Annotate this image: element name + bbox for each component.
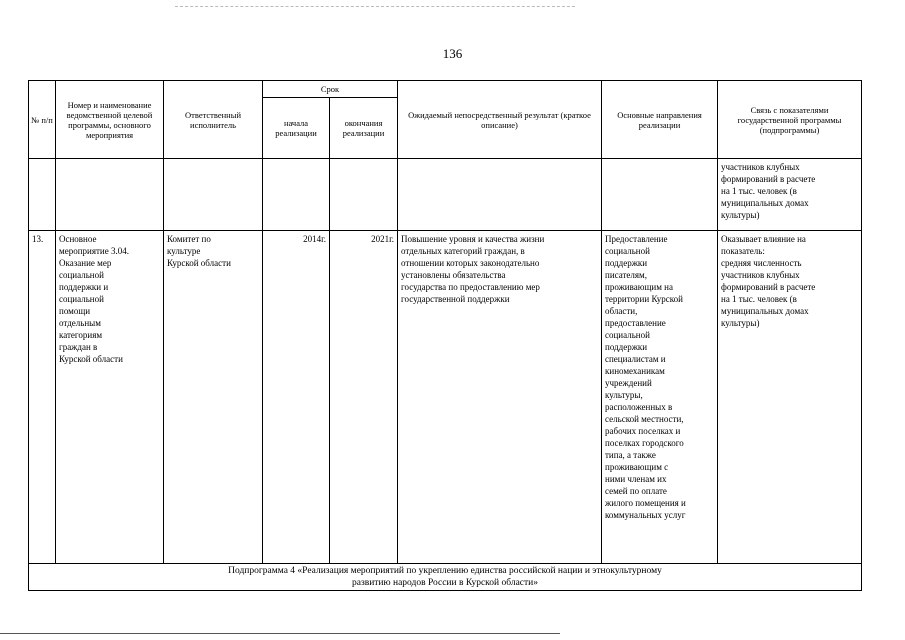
cont-end-cell <box>330 159 398 231</box>
row13-name: Основное мероприятие 3.04. Оказание мер социальной поддержки и социальной помощи отдельным категориям граждан в Курской области <box>56 231 164 564</box>
row13-link: Оказывает влияние на показатель: средняя численность участников клубных формирований в расчете на 1 тыс. человек (в муниципальных домах культуры) <box>718 231 862 564</box>
header-start: начала реализации <box>263 98 330 159</box>
row13-end: 2021г. <box>330 231 398 564</box>
header-term: Срок <box>263 81 398 98</box>
header-result: Ожидаемый непосредственный результат (краткое описание) <box>398 81 602 159</box>
row13-num: 13. <box>29 231 56 564</box>
cont-directions-cell <box>602 159 718 231</box>
header-directions: Основные направления реализации <box>602 81 718 159</box>
cont-result-cell <box>398 159 602 231</box>
header-link: Связь с показателями государственной программы (подпрограммы) <box>718 81 862 159</box>
header-num: № п/п <box>29 81 56 159</box>
header-row-1 <box>29 81 862 98</box>
scan-top-rule <box>175 6 575 7</box>
page-number: 136 <box>442 46 463 61</box>
header-responsible: Ответственный исполнитель <box>164 81 263 159</box>
subprogram-row <box>29 564 862 591</box>
cont-name-cell <box>56 159 164 231</box>
cont-num-cell <box>29 159 56 231</box>
header-name: Номер и наименование ведомственной целевой программы, основного мероприятия <box>56 81 164 159</box>
row13-responsible: Комитет по культуре Курской области <box>164 231 263 564</box>
header-end: окончания реализации <box>330 98 398 159</box>
row13-result: Повышение уровня и качества жизни отдельных категорий граждан, в отношении которых законодательно установлены обязательства государства по предоставлению мер государственной поддержки <box>398 231 602 564</box>
cont-responsible-cell <box>164 159 263 231</box>
continuation-row <box>29 159 862 231</box>
scan-bottom-rule <box>0 633 560 634</box>
cont-link-cell: участников клубных формирований в расчете на 1 тыс. человек (в муниципальных домах культуры) <box>718 159 862 231</box>
measures-table <box>28 80 862 591</box>
table-row-13 <box>29 231 862 564</box>
cont-start-cell <box>263 159 330 231</box>
row13-start: 2014г. <box>263 231 330 564</box>
subprogram-title: Подпрограмма 4 «Реализация мероприятий по укреплению единства российской нации и этнокультурному развитию народов России в Курской области» <box>29 564 862 591</box>
row13-directions: Предоставление социальной поддержки писателям, проживающим на территории Курской области, предоставление социальной поддержки специалистам и киномеханикам учреждений культуры, расположенных в сельской местности, рабочих поселках и поселках городского типа, а также проживающим с ними членам их семей по оплате жилого помещения и коммунальных услуг <box>602 231 718 564</box>
